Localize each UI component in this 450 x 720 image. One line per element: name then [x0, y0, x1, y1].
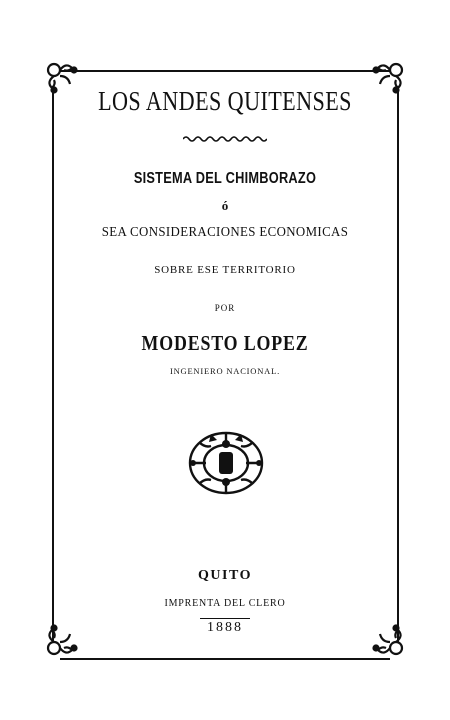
imprint-year: 1888: [207, 620, 243, 635]
book-title: LOS ANDES QUITENSES: [98, 86, 352, 116]
year-rule: [200, 618, 250, 619]
wavy-rule-icon: [183, 134, 267, 144]
border-bottom: [60, 658, 390, 660]
conjunction: ó: [221, 198, 229, 213]
imprint-city: QUITO: [198, 568, 252, 583]
corner-ornament-top-left-icon: [40, 56, 80, 96]
border-left: [52, 86, 54, 642]
by-label: POR: [214, 303, 236, 313]
description-line-2: SOBRE ESE TERRITORIO: [154, 264, 296, 276]
border-top: [60, 70, 390, 72]
border-right: [397, 86, 399, 642]
imprint-printer: IMPRENTA DEL CLERO: [164, 598, 286, 609]
description-line-1: SEA CONSIDERACIONES ECONOMICAS: [101, 225, 349, 240]
printer-emblem-icon: [181, 424, 271, 502]
author-role: INGENIERO NACIONAL.: [169, 366, 281, 376]
author-name: MODESTO LOPEZ: [141, 331, 309, 355]
book-subtitle: SISTEMA DEL CHIMBORAZO: [133, 170, 317, 187]
corner-ornament-top-right-icon: [370, 56, 410, 96]
